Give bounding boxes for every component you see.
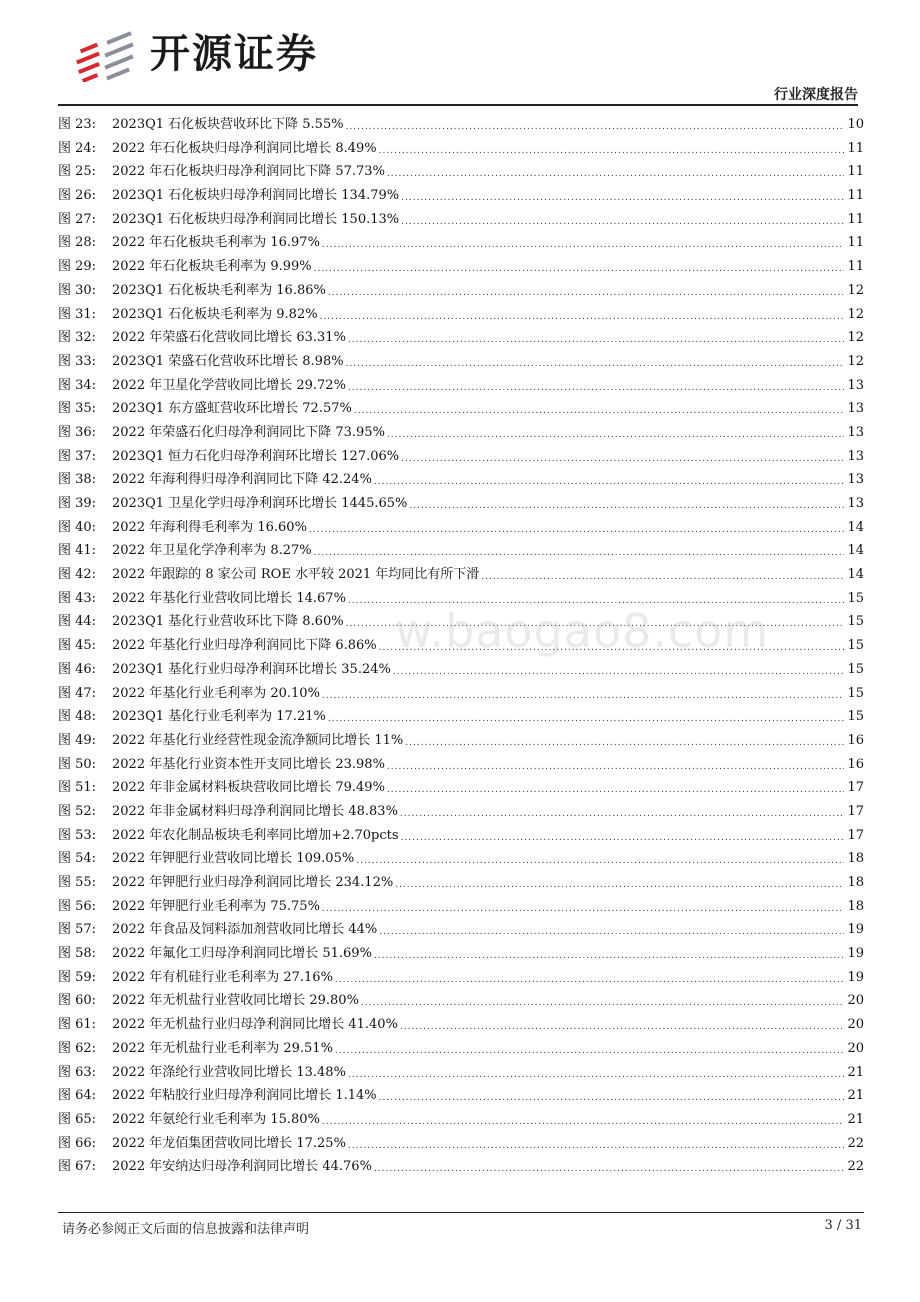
toc-entry[interactable]: [58, 800, 864, 824]
toc-entry[interactable]: [58, 942, 864, 966]
toc-figure-title: 2022 年无机盐行业营收同比增长 29.80%: [112, 993, 359, 1009]
toc-figure-title: 2022 年涤纶行业营收同比增长 13.48%: [112, 1064, 346, 1080]
toc-dot-leader: [346, 113, 844, 137]
toc-figure-title: 2022 年石化板块毛利率为 16.97%: [112, 235, 320, 251]
toc-dot-leader: [409, 492, 844, 516]
toc-figure-label: 图 63:: [58, 1064, 97, 1080]
toc-entry[interactable]: [58, 895, 864, 919]
toc-dot-leader: [481, 563, 844, 587]
toc-entry[interactable]: [58, 847, 864, 871]
toc-page-number: 12: [847, 306, 864, 322]
toc-entry[interactable]: [58, 208, 864, 232]
toc-dot-leader: [320, 303, 844, 327]
toc-entry[interactable]: [58, 1108, 864, 1132]
toc-entry[interactable]: [58, 1084, 864, 1108]
toc-figure-label: 图 45:: [58, 638, 97, 654]
toc-page-number: 10: [847, 117, 864, 132]
toc-dot-leader: [309, 516, 844, 540]
toc-page-number: 15: [847, 638, 864, 654]
toc-page-number: 11: [847, 259, 864, 275]
toc-dot-leader: [322, 1108, 844, 1132]
toc-entry[interactable]: [58, 753, 864, 777]
toc-figure-title: 2022 年卫星化学净利率为 8.27%: [112, 543, 312, 559]
toc-page-number: 18: [847, 898, 864, 914]
toc-entry[interactable]: [58, 468, 864, 492]
toc-dot-leader: [322, 231, 844, 255]
toc-figure-title: 2023Q1 基化行业营收环比下降 8.60%: [112, 614, 344, 630]
toc-entry[interactable]: [58, 989, 864, 1013]
toc-figure-title: 2022 年农化制品板块毛利率同比增加+2.70pcts: [112, 827, 399, 843]
toc-page-number: 21: [847, 1111, 864, 1127]
toc-dot-leader: [335, 966, 844, 990]
toc-figure-title: 2022 年基化行业营收同比增长 14.67%: [112, 590, 346, 606]
toc-dot-leader: [356, 847, 844, 871]
toc-figure-label: 图 23:: [58, 117, 97, 132]
toc-entry[interactable]: [58, 539, 864, 563]
toc-figure-label: 图 33:: [58, 353, 97, 369]
page-number: 3 / 31: [824, 1218, 862, 1233]
toc-figure-label: 图 25:: [58, 164, 97, 180]
toc-figure-title: 2022 年石化板块归母净利润同比下降 57.73%: [112, 164, 385, 180]
toc-figure-title: 2022 年非金属材料板块营收同比增长 79.49%: [112, 780, 385, 796]
toc-figure-title: 2023Q1 恒力石化归母净利润环比增长 127.06%: [112, 448, 400, 464]
toc-dot-leader: [314, 255, 844, 279]
toc-figure-title: 2023Q1 石化板块归母净利润同比增长 150.13%: [112, 211, 400, 227]
toc-figure-label: 图 58:: [58, 946, 97, 962]
toc-page-number: 11: [847, 140, 864, 156]
toc-dot-leader: [401, 824, 844, 848]
toc-page-number: 15: [847, 590, 864, 606]
toc-entry[interactable]: [58, 966, 864, 990]
toc-page-number: 13: [847, 424, 864, 440]
toc-entry[interactable]: [58, 705, 864, 729]
toc-dot-leader: [354, 397, 844, 421]
toc-figure-label: 图 59:: [58, 969, 97, 985]
toc-page-number: 13: [847, 472, 864, 488]
toc-page-number: 11: [847, 164, 864, 180]
toc-dot-leader: [379, 137, 844, 161]
toc-page-number: 14: [847, 519, 864, 535]
toc-figure-label: 图 57:: [58, 922, 97, 938]
toc-page-number: 11: [847, 188, 864, 204]
toc-page-number: 21: [847, 1064, 864, 1080]
toc-page-number: 16: [847, 732, 864, 748]
toc-figure-title: 2023Q1 石化板块毛利率为 9.82%: [112, 306, 318, 322]
toc-page-number: 14: [847, 543, 864, 559]
toc-figure-label: 图 50:: [58, 756, 97, 772]
toc-entry[interactable]: [58, 113, 864, 137]
toc-page-number: 15: [847, 709, 864, 725]
toc-figure-label: 图 66:: [58, 1135, 97, 1151]
toc-page-number: 22: [847, 1159, 864, 1175]
toc-figure-label: 图 65:: [58, 1111, 97, 1127]
toc-figure-title: 2022 年安纳达归母净利润同比增长 44.76%: [112, 1159, 372, 1175]
toc-page-number: 13: [847, 448, 864, 464]
toc-figure-label: 图 40:: [58, 519, 97, 535]
toc-dot-leader: [348, 374, 844, 398]
toc-figure-label: 图 48:: [58, 709, 97, 725]
toc-figure-label: 图 54:: [58, 851, 97, 867]
toc-figure-title: 2023Q1 石化板块营收环比下降 5.55%: [112, 117, 344, 132]
toc-page-number: 12: [847, 282, 864, 298]
toc-entry[interactable]: [58, 1013, 864, 1037]
toc-figure-title: 2022 年氟化工归母净利润同比增长 51.69%: [112, 946, 372, 962]
toc-figure-label: 图 55:: [58, 875, 97, 890]
toc-figure-title: 2023Q1 基化行业归母净利润环比增长 35.24%: [112, 661, 391, 677]
toc-page-number: 19: [847, 946, 864, 962]
toc-figure-label: 图 31:: [58, 306, 97, 322]
toc-dot-leader: [401, 184, 844, 208]
toc-dot-leader: [379, 918, 844, 942]
footer-divider: [58, 1212, 864, 1213]
toc-figure-title: 2023Q1 石化板块归母净利润同比增长 134.79%: [112, 188, 400, 204]
toc-entry[interactable]: [58, 445, 864, 469]
toc-figure-label: 图 41:: [58, 543, 97, 559]
toc-page-number: 12: [847, 330, 864, 346]
toc-page-number: 21: [847, 1088, 864, 1104]
toc-dot-leader: [405, 729, 844, 753]
toc-dot-leader: [387, 776, 844, 800]
toc-page-number: 11: [847, 235, 864, 251]
toc-dot-leader: [335, 1037, 844, 1061]
toc-figure-title: 2022 年无机盐行业毛利率为 29.51%: [112, 1040, 333, 1056]
toc-dot-leader: [387, 421, 844, 445]
toc-figure-label: 图 24:: [58, 140, 97, 156]
toc-entry[interactable]: [58, 421, 864, 445]
header-divider: [58, 104, 858, 106]
toc-page-number: 17: [847, 780, 864, 796]
toc-dot-leader: [400, 1013, 844, 1037]
toc-figure-label: 图 64:: [58, 1088, 97, 1104]
toc-entry[interactable]: [58, 279, 864, 303]
toc-page-number: 12: [847, 353, 864, 369]
report-type: 行业深度报告: [774, 87, 858, 103]
toc-figure-label: 图 52:: [58, 803, 97, 819]
toc-page-number: 18: [847, 851, 864, 867]
toc-dot-leader: [361, 989, 844, 1013]
toc-figure-label: 图 39:: [58, 496, 97, 511]
toc-entry[interactable]: [58, 492, 864, 516]
toc-entry[interactable]: [58, 1037, 864, 1061]
toc-entry[interactable]: [58, 729, 864, 753]
toc-dot-leader: [328, 705, 844, 729]
toc-figure-title: 2022 年基化行业资本性开支同比增长 23.98%: [112, 756, 385, 772]
toc-dot-leader: [348, 1132, 844, 1156]
toc-entry[interactable]: [58, 326, 864, 350]
toc-entry[interactable]: [58, 1155, 864, 1179]
toc-figure-title: 2022 年钾肥行业营收同比增长 109.05%: [112, 851, 355, 867]
toc-page-number: 15: [847, 661, 864, 677]
toc-figure-title: 2022 年钾肥行业毛利率为 75.75%: [112, 898, 320, 914]
toc-dot-leader: [374, 942, 844, 966]
toc-page-number: 20: [847, 1040, 864, 1056]
toc-figure-title: 2022 年基化行业经营性现金流净额同比增长 11%: [112, 732, 404, 748]
toc-figure-label: 图 28:: [58, 235, 97, 251]
toc-dot-leader: [401, 445, 844, 469]
toc-figure-label: 图 51:: [58, 780, 97, 796]
toc-page-number: 13: [847, 401, 864, 417]
toc-dot-leader: [401, 208, 844, 232]
toc-figure-label: 图 36:: [58, 424, 97, 440]
toc-page-number: 11: [847, 211, 864, 227]
toc-dot-leader: [348, 326, 844, 350]
toc-figure-title: 2022 年龙佰集团营收同比增长 17.25%: [112, 1135, 346, 1151]
toc-figure-title: 2022 年无机盐行业归母净利润同比增长 41.40%: [112, 1017, 398, 1033]
toc-figure-title: 2023Q1 石化板块毛利率为 16.86%: [112, 282, 326, 298]
toc-dot-leader: [393, 658, 844, 682]
toc-dot-leader: [328, 279, 844, 303]
toc-figure-title: 2022 年石化板块毛利率为 9.99%: [112, 259, 312, 275]
toc-figure-label: 图 56:: [58, 898, 97, 914]
toc-figure-title: 2022 年卫星化学营收同比增长 29.72%: [112, 377, 346, 393]
toc-page-number: 13: [847, 377, 864, 393]
toc-entry[interactable]: [58, 516, 864, 540]
watermark: w.baogao8.com: [395, 604, 770, 658]
kaiyuan-logo-icon: [72, 26, 144, 82]
toc-figure-title: 2023Q1 卫星化学归母净利润环比增长 1445.65%: [112, 496, 408, 511]
toc-dot-leader: [348, 1061, 844, 1085]
toc-figure-label: 图 43:: [58, 590, 97, 606]
toc-page-number: 20: [847, 1017, 864, 1033]
toc-figure-title: 2022 年有机硅行业毛利率为 27.16%: [112, 969, 333, 985]
toc-dot-leader: [400, 800, 844, 824]
toc-entry[interactable]: [58, 776, 864, 800]
toc-dot-leader: [379, 1084, 844, 1108]
toc-page-number: 19: [847, 922, 864, 938]
toc-figure-title: 2022 年食品及饲料添加剂营收同比增长 44%: [112, 922, 378, 938]
toc-figure-label: 图 29:: [58, 259, 97, 275]
toc-page-number: 15: [847, 685, 864, 701]
toc-entry[interactable]: [58, 658, 864, 682]
toc-page-number: 16: [847, 756, 864, 772]
toc-page-number: 14: [847, 567, 864, 583]
toc-figure-label: 图 44:: [58, 614, 97, 630]
toc-figure-label: 图 35:: [58, 401, 97, 417]
toc-dot-leader: [322, 682, 844, 706]
toc-figure-label: 图 42:: [58, 567, 97, 583]
toc-figure-title: 2022 年荣盛石化营收同比增长 63.31%: [112, 330, 346, 346]
toc-figure-label: 图 61:: [58, 1017, 97, 1033]
page-header: [0, 0, 920, 104]
toc-figure-label: 图 37:: [58, 448, 97, 464]
toc-figure-title: 2022 年跟踪的 8 家公司 ROE 水平较 2021 年均同比有所下滑: [112, 567, 480, 583]
toc-figure-title: 2022 年基化行业归母净利润同比下降 6.86%: [112, 638, 377, 654]
toc-figure-label: 图 26:: [58, 188, 97, 204]
toc-dot-leader: [387, 753, 844, 777]
toc-figure-title: 2022 年海利得归母净利润同比下降 42.24%: [112, 472, 372, 488]
toc-entry[interactable]: [58, 137, 864, 161]
toc-figure-label: 图 60:: [58, 993, 97, 1009]
toc-figure-title: 2022 年粘胶行业归母净利润同比增长 1.14%: [112, 1088, 377, 1104]
toc-figure-title: 2022 年石化板块归母净利润同比增长 8.49%: [112, 140, 377, 156]
toc-figure-label: 图 49:: [58, 732, 97, 748]
toc-figure-label: 图 46:: [58, 661, 97, 677]
toc-dot-leader: [314, 539, 844, 563]
toc-page-number: 17: [847, 827, 864, 843]
toc-figure-title: 2022 年氨纶行业毛利率为 15.80%: [112, 1111, 320, 1127]
toc-figure-label: 图 30:: [58, 282, 97, 298]
toc-figure-title: 2022 年海利得毛利率为 16.60%: [112, 519, 307, 535]
toc-entry[interactable]: [58, 231, 864, 255]
toc-dot-leader: [346, 350, 844, 374]
toc-entry[interactable]: [58, 1061, 864, 1085]
toc-dot-leader: [322, 895, 844, 919]
toc-figure-label: 图 67:: [58, 1159, 97, 1175]
toc-page-number: 18: [847, 875, 864, 890]
toc-page-number: 13: [847, 496, 864, 511]
toc-entry[interactable]: [58, 1132, 864, 1156]
toc-figure-title: 2022 年荣盛石化归母净利润同比下降 73.95%: [112, 424, 385, 440]
toc-page-number: 22: [847, 1135, 864, 1151]
toc-entry[interactable]: [58, 184, 864, 208]
toc-page-number: 17: [847, 803, 864, 819]
toc-figure-label: 图 53:: [58, 827, 97, 843]
toc-figure-title: 2023Q1 东方盛虹营收环比增长 72.57%: [112, 401, 352, 417]
toc-figure-label: 图 38:: [58, 472, 97, 488]
toc-figure-title: 2023Q1 荣盛石化营收环比增长 8.98%: [112, 353, 344, 369]
toc-figure-title: 2023Q1 基化行业毛利率为 17.21%: [112, 709, 326, 725]
toc-entry[interactable]: [58, 374, 864, 398]
brand-name: 开源证券: [150, 31, 318, 77]
toc-figure-title: 2022 年钾肥行业归母净利润同比增长 234.12%: [112, 875, 394, 890]
toc-dot-leader: [374, 1155, 844, 1179]
toc-entry[interactable]: [58, 255, 864, 279]
toc-figure-label: 图 62:: [58, 1040, 97, 1056]
toc-dot-leader: [387, 160, 844, 184]
toc-dot-leader: [395, 871, 844, 895]
toc-figure-label: 图 32:: [58, 330, 97, 346]
toc-entry[interactable]: [58, 303, 864, 327]
toc-entry[interactable]: [58, 871, 864, 895]
toc-figure-label: 图 47:: [58, 685, 97, 701]
toc-entry[interactable]: [58, 350, 864, 374]
toc-entry[interactable]: [58, 397, 864, 421]
toc-figure-label: 图 34:: [58, 377, 97, 393]
toc-page-number: 20: [847, 993, 864, 1009]
toc-figure-title: 2022 年基化行业毛利率为 20.10%: [112, 685, 320, 701]
toc-figure-label: 图 27:: [58, 211, 97, 227]
toc-entry[interactable]: [58, 918, 864, 942]
footer-disclaimer: 请务必参阅正文后面的信息披露和法律声明: [62, 1222, 310, 1237]
toc-page-number: 19: [847, 969, 864, 985]
toc-dot-leader: [374, 468, 844, 492]
toc-entry[interactable]: [58, 563, 864, 587]
toc-page-number: 15: [847, 614, 864, 630]
toc-entry[interactable]: [58, 160, 864, 184]
toc-figure-title: 2022 年非金属材料归母净利润同比增长 48.83%: [112, 803, 398, 819]
toc-entry[interactable]: [58, 682, 864, 706]
toc-entry[interactable]: [58, 824, 864, 848]
